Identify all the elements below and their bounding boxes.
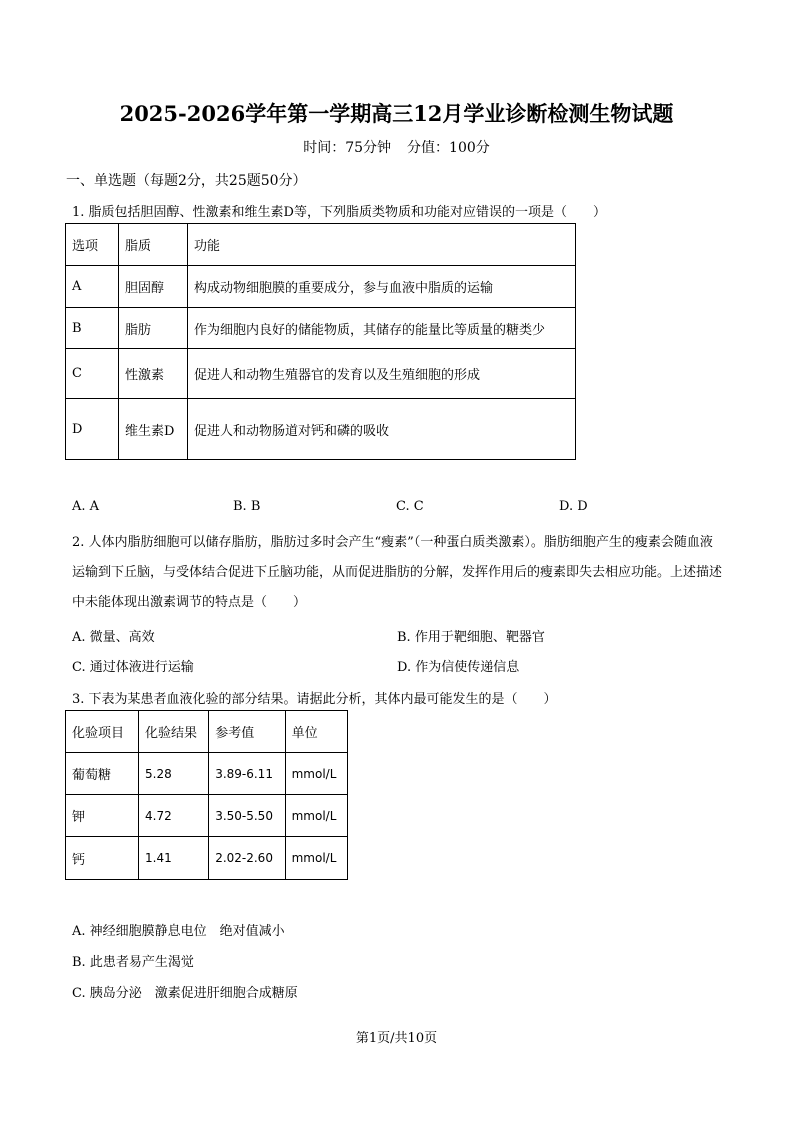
table-cell: D bbox=[66, 399, 119, 460]
table-cell: 钙 bbox=[66, 837, 139, 880]
question-3-stem: 3. 下表为某患者血液化验的部分结果。请据此分析，其体内最可能发生的是（ ） bbox=[72, 692, 557, 707]
table-header-cell: 功能 bbox=[188, 224, 576, 266]
table-cell: 促进人和动物肠道对钙和磷的吸收 bbox=[188, 399, 576, 460]
question-3-option-b: B. 此患者易产生渴觉 bbox=[72, 955, 194, 970]
table-row bbox=[66, 837, 348, 880]
table-cell: 脂肪 bbox=[119, 308, 188, 349]
table-row bbox=[66, 349, 576, 399]
exam-meta bbox=[0, 137, 793, 157]
question-2-option-b: B. 作用于靶细胞、靶器官 bbox=[397, 630, 545, 645]
question-2-option-c: C. 通过体液进行运输 bbox=[72, 660, 194, 675]
question-1-option-b: B. B bbox=[233, 499, 261, 514]
exam-score: 分值：100分 bbox=[407, 140, 490, 156]
table-cell: 葡萄糖 bbox=[66, 753, 139, 795]
table-header-cell: 化验结果 bbox=[139, 711, 209, 753]
section-heading: 一、单选题（每题2分，共25题50分） bbox=[66, 173, 307, 189]
table-cell: 5.28 bbox=[139, 753, 209, 795]
table-cell: 促进人和动物生殖器官的发育以及生殖细胞的形成 bbox=[188, 349, 576, 399]
question-2-option-a: A. 微量、高效 bbox=[72, 630, 155, 645]
question-2-stem: 2. 人体内脂肪细胞可以储存脂肪，脂肪过多时会产生“瘦素”（一种蛋白质类激素）。脂肪细胞产生的瘦素会随血液运输到下丘脑，与受体结合促进下丘脑功能，从而促进脂肪的分解，发挥作用后的瘦素即失去相应功能。上述描述中未能体现出激素调节的特点是（ ） bbox=[72, 535, 723, 610]
table-cell: 维生素D bbox=[119, 399, 188, 460]
table-row bbox=[66, 753, 348, 795]
question-1-option-a: A. A bbox=[72, 499, 100, 514]
table-cell: 1.41 bbox=[139, 837, 209, 880]
question-3-option-a: A. 神经细胞膜静息电位 绝对值减小 bbox=[72, 924, 285, 939]
question-1-option-c: C. C bbox=[396, 499, 424, 514]
table-row bbox=[66, 266, 576, 308]
question-2-option-d: D. 作为信使传递信息 bbox=[397, 660, 520, 675]
table-cell: 2.02-2.60 bbox=[209, 837, 285, 880]
page-title: 2025-2026学年第一学期高三12月学业诊断检测生物试题 bbox=[119, 101, 674, 126]
question-3-table bbox=[65, 710, 348, 880]
table-row bbox=[66, 399, 576, 460]
table-cell: A bbox=[66, 266, 119, 308]
table-row bbox=[66, 308, 576, 349]
table-cell: 胆固醇 bbox=[119, 266, 188, 308]
table-cell: 钾 bbox=[66, 795, 139, 837]
table-cell: mmol/L bbox=[285, 837, 347, 880]
table-cell: C bbox=[66, 349, 119, 399]
table-cell: 3.89-6.11 bbox=[209, 753, 285, 795]
table-header-cell: 参考值 bbox=[209, 711, 285, 753]
table-cell: 作为细胞内良好的储能物质，其储存的能量比等质量的糖类少 bbox=[188, 308, 576, 349]
question-1-option-d: D. D bbox=[559, 499, 588, 514]
table-cell: 构成动物细胞膜的重要成分，参与血液中脂质的运输 bbox=[188, 266, 576, 308]
table-cell: B bbox=[66, 308, 119, 349]
exam-time: 时间：75分钟 bbox=[303, 140, 392, 156]
table-header-cell: 选项 bbox=[66, 224, 119, 266]
question-1-table bbox=[65, 223, 576, 460]
question-1-stem: 1. 脂质包括胆固醇、性激素和维生素D等，下列脂质类物质和功能对应错误的一项是（ ） bbox=[72, 205, 606, 220]
table-cell: 4.72 bbox=[139, 795, 209, 837]
table-cell: 性激素 bbox=[119, 349, 188, 399]
table-header-row bbox=[66, 711, 348, 753]
page-footer: 第1页/共10页 bbox=[355, 1031, 438, 1046]
table-header-cell: 脂质 bbox=[119, 224, 188, 266]
table-cell: mmol/L bbox=[285, 795, 347, 837]
table-cell: mmol/L bbox=[285, 753, 347, 795]
table-header-cell: 单位 bbox=[285, 711, 347, 753]
table-cell: 3.50-5.50 bbox=[209, 795, 285, 837]
table-header-cell: 化验项目 bbox=[66, 711, 139, 753]
table-header-row bbox=[66, 224, 576, 266]
table-row bbox=[66, 795, 348, 837]
question-3-option-c: C. 胰岛分泌 激素促进肝细胞合成糖原 bbox=[72, 986, 298, 1001]
